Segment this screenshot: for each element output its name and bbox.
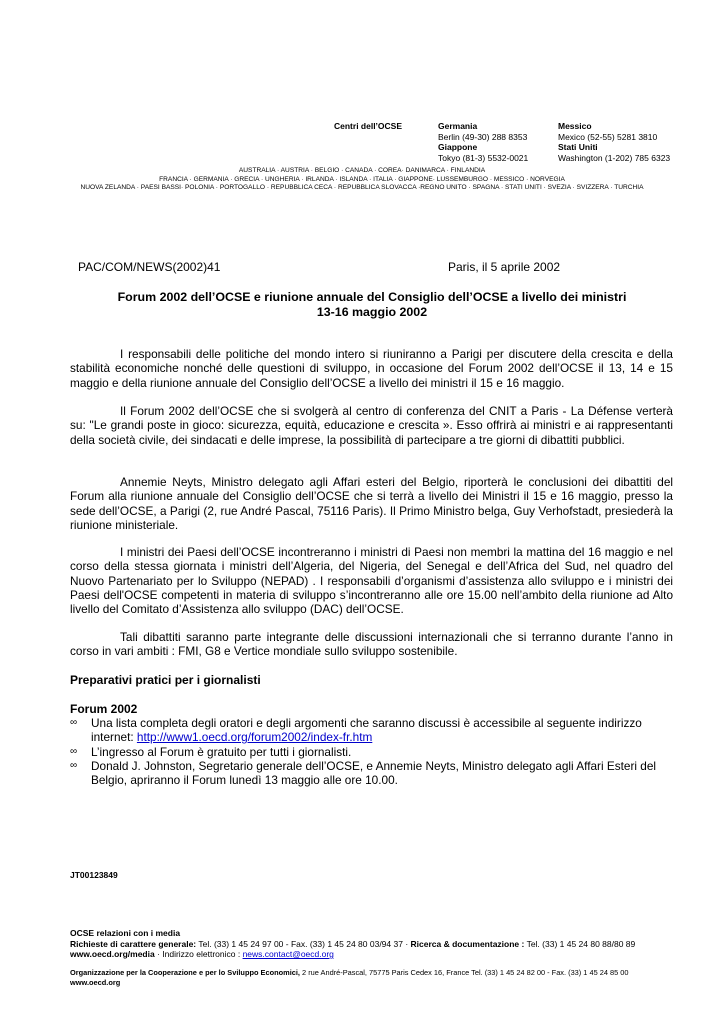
- media-site: www.oecd.org/media: [70, 949, 155, 959]
- office-contact-japan: Tokyo (81-3) 5532-0021: [438, 152, 529, 163]
- countries-line: NUOVA ZELANDA · PAESI BASSI· POLONIA · PORTOGALLO · REPUBBLICA CECA · REPUBBLICA SLOVACCA ·REGNO UNITO · SPAGNA · STATI UNITI · SVEZIA · SVIZZERA · TURCHIA: [80, 184, 644, 192]
- media-contacts: [70, 939, 674, 960]
- office-contact-usa: Washington (1-202) 785 6323: [558, 152, 671, 163]
- paragraph-text: Tali dibattiti saranno parte integrante delle discussioni internazionali che si terranno durante l’anno in corso in vari ambiti : FMI, G8 e Vertice mondiale sullo sviluppo sostenibile.: [70, 630, 673, 659]
- paragraph-4: [70, 545, 673, 616]
- office-name-mexico: Messico: [558, 121, 592, 131]
- org-address: 2 rue André-Pascal, 75775 Paris Cedex 16, France Tel. (33) 1 45 24 82 00 - Fax. (33) 1 45 24 85 00: [299, 968, 629, 977]
- bullet-text: Una lista completa degli oratori e degli argomenti che saranno discussi è accessibile al seguente indirizzo internet:: [91, 716, 642, 745]
- paragraph-5: [70, 630, 673, 659]
- bullet-list: [70, 716, 673, 787]
- press-date: Paris, il 5 aprile 2002: [448, 260, 561, 274]
- paragraph-3: [70, 475, 673, 532]
- paragraph-text: I ministri dei Paesi dell’OCSE incontreranno i ministri di Paesi non membri la mattina del 16 maggio e nel corso della stessa giornata i ministri dell’Algeria, del Nigeria, del Senegal e dell’Africa del Sud, nel quadro del Nuovo Partenariato per lo Sviluppo (NEPAD) . I responsabili d’organismi d’assistenza allo sviluppo e i ministri dei Paesi dell'OCSE competenti in materia di sviluppo s’incontreranno alle ore 15.00 nell’ambito della riunione ad Alto livello del Comitato d’Assistenza allo sviluppo (DAC) dell’OCSE.: [70, 545, 673, 617]
- list-item: [70, 716, 673, 745]
- paragraph-text: I responsabili delle politiche del mondo intero si riuniranno a Parigi per discutere della crescita e della stabilità economiche nonché delle questioni di sviluppo, in occasione del Forum 2002 dell’OCSE il 13, 14 e 15 maggio e della riunione annuale del Consiglio dell’OCSE a livello dei ministri il 15 e 16 maggio.: [70, 347, 673, 390]
- organization-footer: [70, 968, 674, 988]
- infinity-bullet-icon: ∞: [70, 717, 78, 728]
- offices-column-left: [438, 121, 528, 163]
- paragraph-text: Il Forum 2002 dell’OCSE che si svolgerà al centro di conferenza del CNIT a Paris - La Défense verterà su: "Le grandi poste in gioco: sicurezza, equità, educazione e crescita ». Esso offrirà ai ministri e ai rappresentanti della società civile, dei sindacati e delle imprese, la possibilità di partecipare a tre giorni di dibattiti pubblici.: [70, 404, 673, 447]
- infinity-bullet-icon: ∞: [70, 759, 78, 771]
- countries-line: AUSTRALIA · AUSTRIA · BELGIO · CANADA · COREA· DANIMARCA · FINLANDIA: [238, 167, 486, 174]
- email-link[interactable]: news.contact@oecd.org: [242, 949, 334, 959]
- media-heading: OCSE relazioni con i media: [70, 928, 181, 938]
- paragraph-2: [70, 404, 673, 447]
- docs-value: Tel. (33) 1 45 24 80 88/80 89: [524, 938, 636, 949]
- paragraph-text: Annemie Neyts, Ministro delegato agli Affari esteri del Belgio, riporterà le conclusioni dei dibattiti del Forum alla riunione annuale del Consiglio dell’OCSE che si terrà a livello dei Ministri il 15 e 16 maggio, presso la sede dell’OCSE, a Parigi (2, rue André Pascal, 75116 Paris). Il Primo Ministro belga, Guy Verhofstadt, presiederà la riunione ministeriale.: [70, 475, 673, 532]
- list-item: [70, 759, 673, 788]
- section-heading: Preparativi pratici per i giornalisti: [70, 673, 261, 687]
- title-line-2: 13-16 maggio 2002: [316, 305, 428, 319]
- docs-label: Ricerca & documentazione :: [410, 938, 525, 949]
- office-name-germany: Germania: [438, 121, 478, 131]
- bullet-text: Donald J. Johnston, Segretario generale dell’OCSE, e Annemie Neyts, Ministro delegato agli Affari Esteri del Belgio, apriranno il Forum lunedì 13 maggio alle ore 10.00.: [91, 758, 657, 788]
- forum-link[interactable]: http://www1.oecd.org/forum2002/index-fr.htm: [136, 730, 373, 745]
- oecd-centers-label: Centri dell’OCSE: [334, 121, 403, 131]
- press-reference: PAC/COM/NEWS(2002)41: [78, 260, 221, 274]
- requests-value: Tel. (33) 1 45 24 97 00 - Fax. (33) 1 45 24 80 03/94 37 ·: [196, 938, 411, 949]
- member-countries-list: [0, 167, 724, 193]
- list-item: [70, 745, 673, 759]
- email-label: · Indirizzo elettronico :: [154, 949, 243, 959]
- document-code: JT00123849: [70, 870, 118, 880]
- infinity-bullet-icon: ∞: [70, 745, 78, 757]
- office-name-usa: Stati Uniti: [558, 142, 598, 152]
- bullet-text: L’ingresso al Forum è gratuito per tutti i giornalisti.: [91, 744, 352, 759]
- countries-line: FRANCIA · GERMANIA · GRECIA · UNGHERIA · IRLANDA · ISLANDA · ITALIA · GIAPPONE· LUSSEMBURGO · MESSICO · NORVEGIA: [159, 175, 565, 183]
- document-title: [70, 290, 674, 320]
- requests-label: Richieste di carattere generale:: [70, 938, 197, 949]
- office-contact-mexico: Mexico (52-55) 5281 3810: [558, 131, 658, 142]
- media-footer: [70, 928, 674, 960]
- org-site: www.oecd.org: [70, 978, 121, 987]
- forum-heading: Forum 2002: [70, 702, 138, 716]
- office-name-japan: Giappone: [438, 142, 478, 152]
- title-line-1: Forum 2002 dell’OCSE e riunione annuale del Consiglio dell’OCSE a livello dei ministri: [117, 290, 627, 304]
- paragraph-1: [70, 347, 673, 390]
- offices-column-right: [558, 121, 670, 163]
- org-name: Organizzazione per la Cooperazione e per lo Sviluppo Economici,: [70, 968, 300, 977]
- office-contact-germany: Berlin (49-30) 288 8353: [438, 131, 528, 142]
